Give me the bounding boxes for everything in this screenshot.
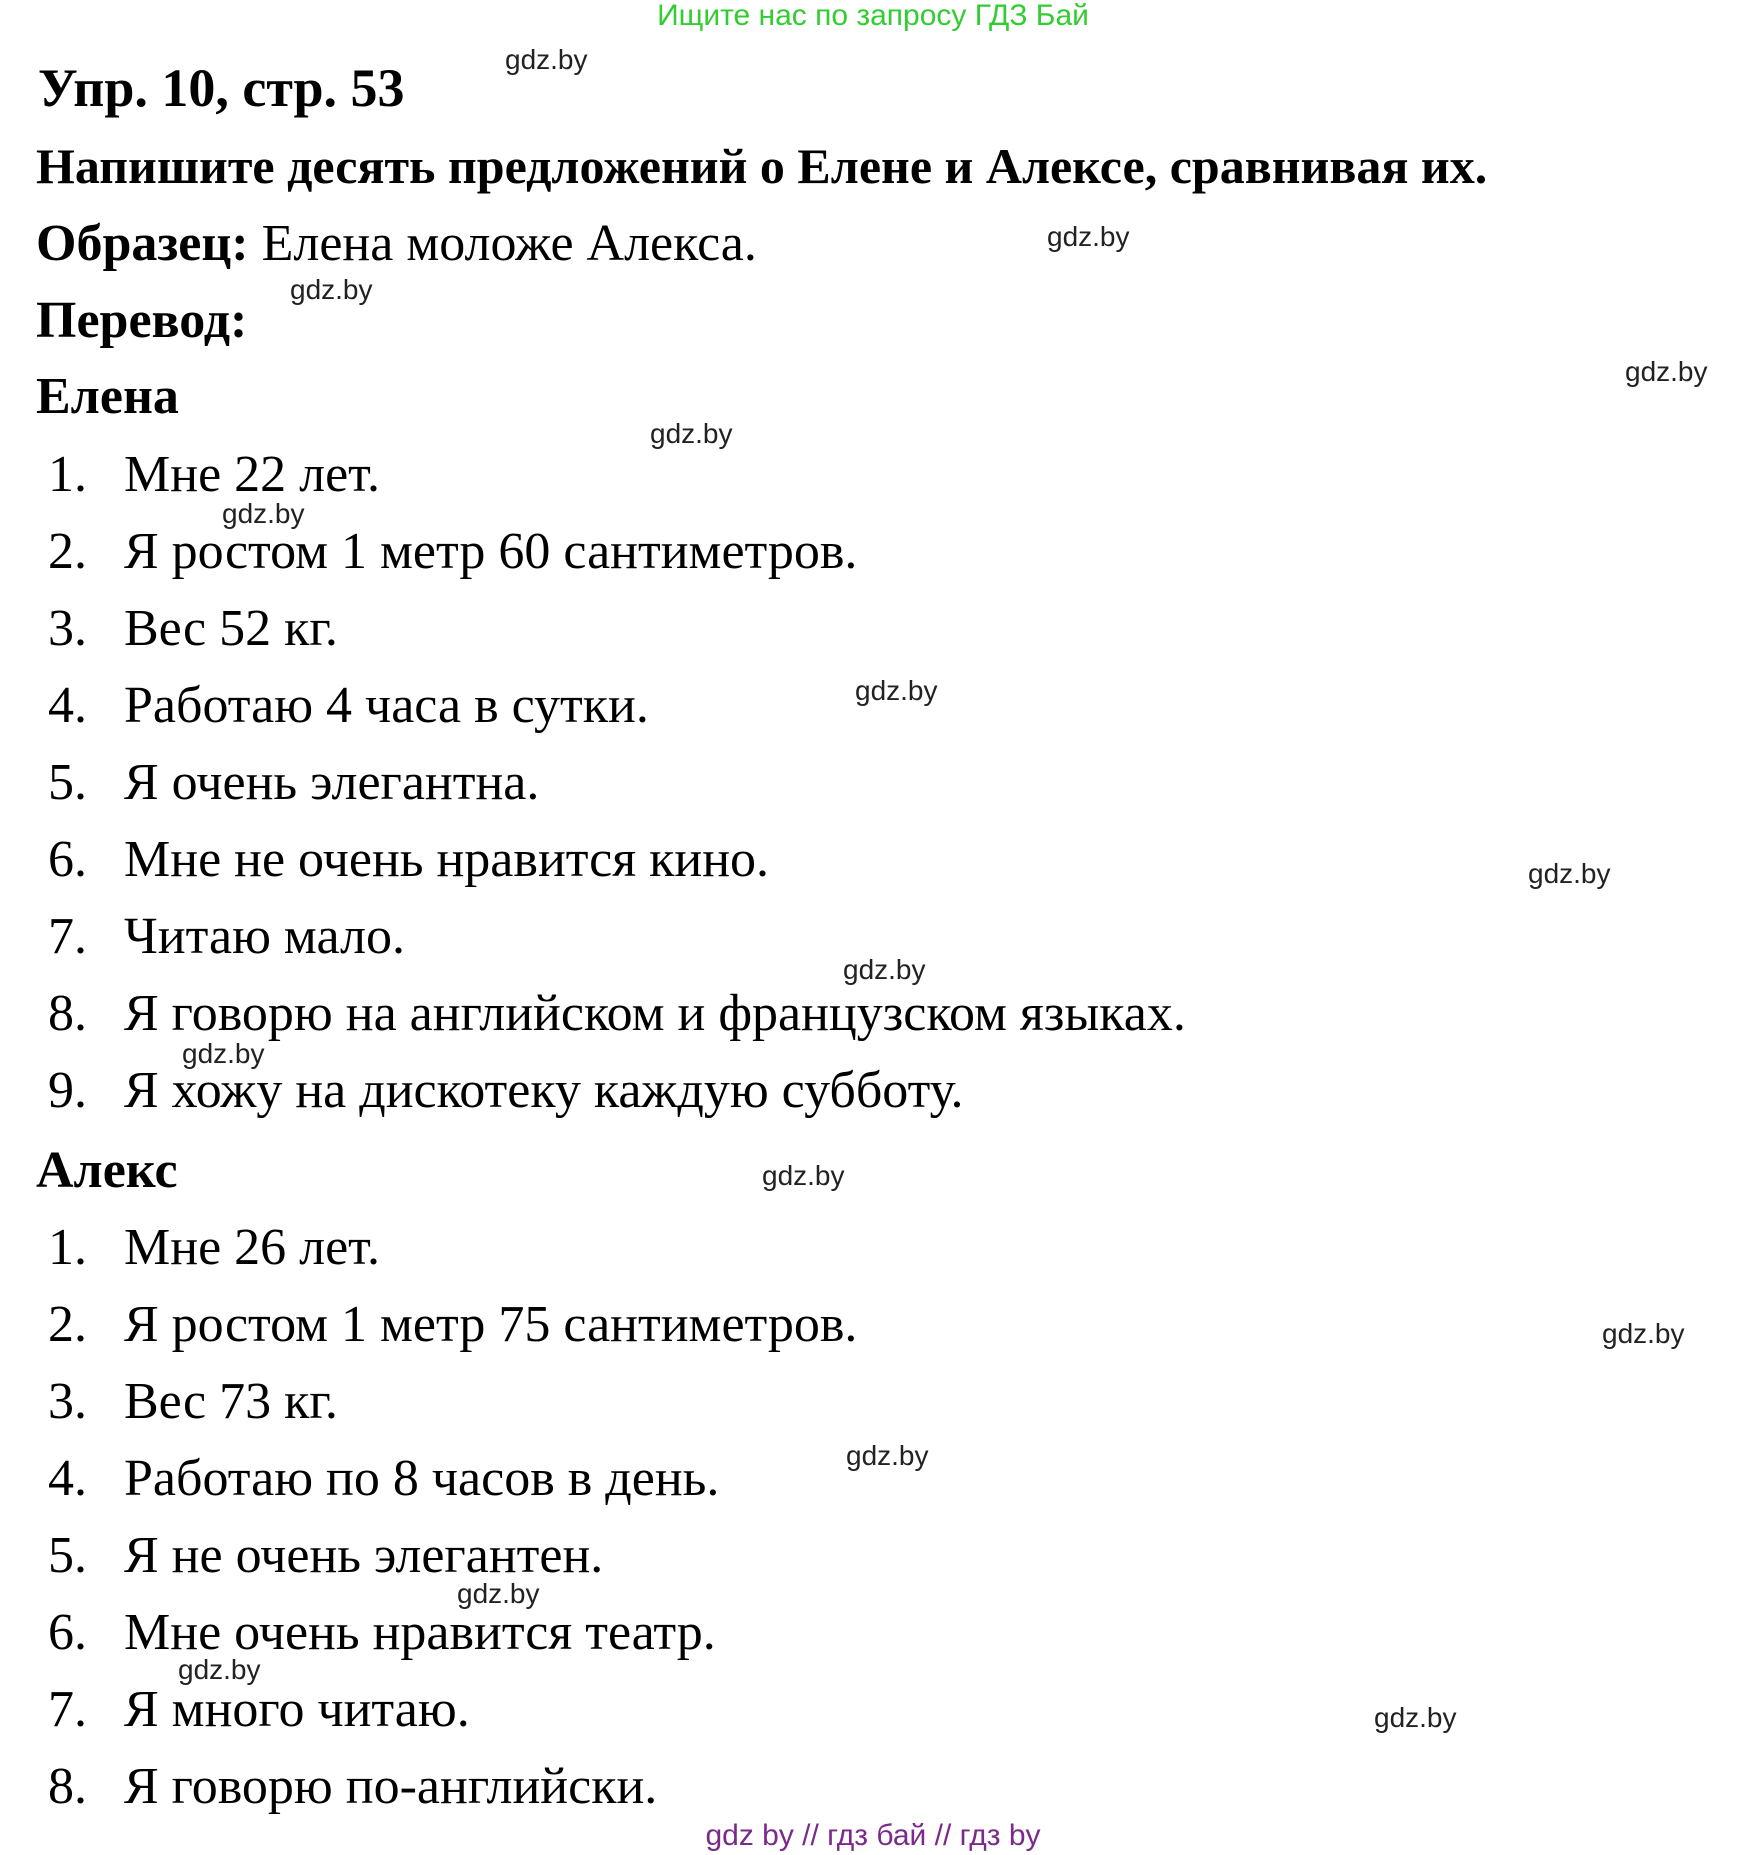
- item-number: 2.: [48, 1296, 87, 1353]
- item-text: Работаю 4 часа в сутки.: [124, 677, 649, 734]
- watermark: gdz.by: [855, 675, 938, 706]
- translation-heading: Перевод:: [36, 292, 248, 349]
- watermark: gdz.by: [650, 418, 733, 449]
- item-number: 5.: [48, 1527, 87, 1584]
- item-text: Я много читаю.: [124, 1681, 470, 1738]
- item-text: Я ростом 1 метр 75 сантиметров.: [124, 1296, 858, 1353]
- sample-label: Образец:: [36, 215, 249, 272]
- watermark: gdz.by: [1374, 1702, 1457, 1733]
- item-text: Работаю по 8 часов в день.: [124, 1450, 720, 1507]
- item-number: 7.: [48, 1681, 87, 1738]
- item-number: 9.: [48, 1062, 87, 1119]
- item-text: Я очень элегантна.: [124, 754, 540, 811]
- watermark: gdz.by: [1528, 858, 1611, 889]
- sample-line: [36, 213, 757, 275]
- watermark: gdz.by: [182, 1038, 265, 1069]
- task-statement: Напишите десять предложений о Елене и Алексе, сравнивая их.: [36, 138, 1488, 194]
- item-number: 2.: [48, 523, 87, 580]
- item-number: 4.: [48, 677, 87, 734]
- item-number: 8.: [48, 1758, 87, 1815]
- item-number: 3.: [48, 600, 87, 657]
- item-text: Вес 73 кг.: [124, 1373, 338, 1430]
- item-text: Мне 22 лет.: [124, 446, 380, 503]
- item-number: 1.: [48, 446, 87, 503]
- item-text: Я говорю на английском и французском языках.: [124, 985, 1186, 1042]
- item-text: Читаю мало.: [124, 908, 405, 965]
- item-text: Я ростом 1 метр 60 сантиметров.: [124, 523, 858, 580]
- item-text: Мне очень нравится театр.: [124, 1604, 716, 1661]
- page-title: Упр. 10, стр. 53: [38, 58, 405, 118]
- watermark: gdz.by: [843, 954, 926, 985]
- item-text: Мне не очень нравится кино.: [124, 831, 770, 888]
- footer-links: gdz by // гдз бай // гдз by: [705, 1819, 1041, 1852]
- item-number: 3.: [48, 1373, 87, 1430]
- item-number: 8.: [48, 985, 87, 1042]
- item-number: 6.: [48, 1604, 87, 1661]
- item-number: 7.: [48, 908, 87, 965]
- item-text: Я говорю по-английски.: [124, 1758, 658, 1815]
- search-banner: Ищите нас по запросу ГДЗ Бай: [657, 0, 1089, 32]
- watermark: gdz.by: [762, 1160, 845, 1191]
- item-text: Мне 26 лет.: [124, 1219, 380, 1276]
- watermark: gdz.by: [178, 1654, 261, 1685]
- watermark: gdz.by: [1602, 1318, 1685, 1349]
- watermark: gdz.by: [846, 1440, 929, 1471]
- alex-heading: Алекс: [36, 1142, 178, 1199]
- watermark: gdz.by: [1047, 221, 1130, 252]
- item-number: 1.: [48, 1219, 87, 1276]
- watermark: gdz.by: [222, 498, 305, 529]
- item-text: Я не очень элегантен.: [124, 1527, 604, 1584]
- item-number: 5.: [48, 754, 87, 811]
- item-number: 4.: [48, 1450, 87, 1507]
- elena-heading: Елена: [36, 368, 179, 425]
- watermark: gdz.by: [290, 274, 373, 305]
- item-number: 6.: [48, 831, 87, 888]
- watermark: gdz.by: [457, 1578, 540, 1609]
- watermark: gdz.by: [505, 44, 588, 75]
- watermark: gdz.by: [1625, 356, 1708, 387]
- item-text: Вес 52 кг.: [124, 600, 338, 657]
- sample-text: Елена моложе Алекса.: [261, 215, 757, 272]
- item-text: Я хожу на дискотеку каждую субботу.: [124, 1062, 964, 1119]
